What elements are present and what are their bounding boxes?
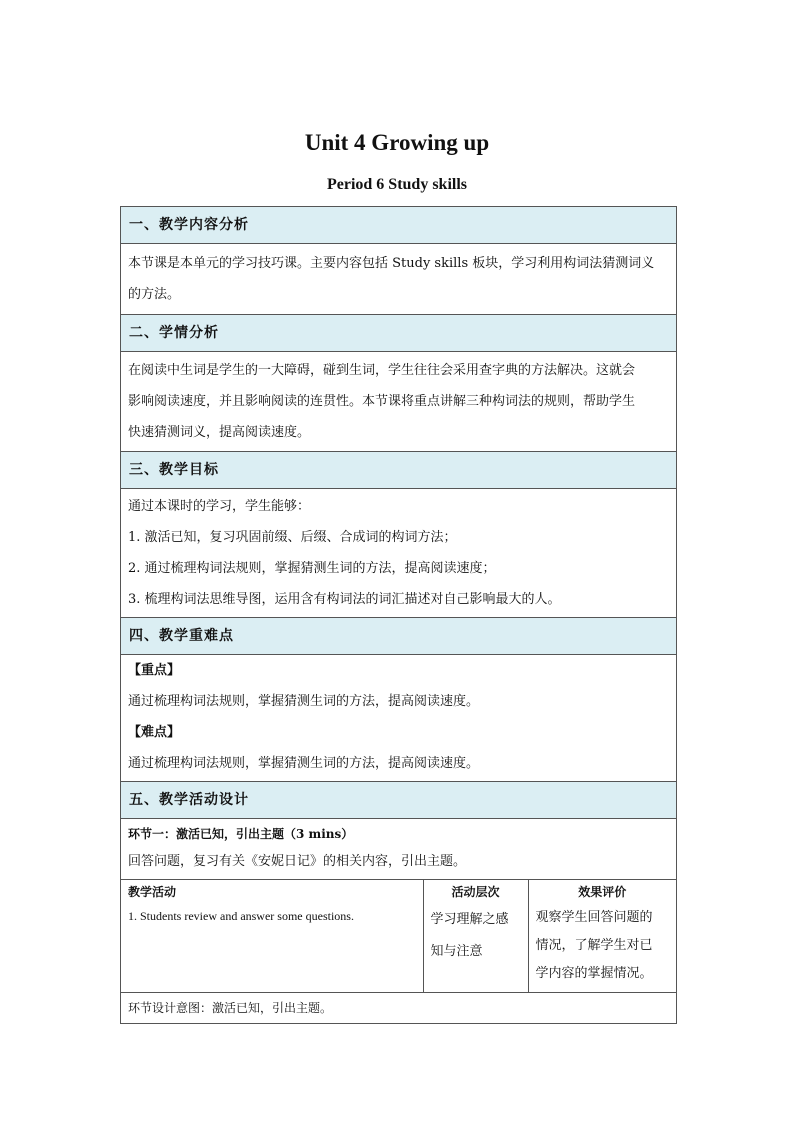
body-line: 在阅读中生词是学生的一大障碍，碰到生词，学生往往会采用查字典的方法解决。这就会	[128, 363, 636, 378]
step-intent: 环节设计意图：激活已知，引出主题。	[128, 1001, 333, 1015]
section-body-2	[121, 352, 677, 452]
step-text: 回答问题，复习有关《安妮日记》的相关内容，引出主题。	[128, 854, 467, 869]
body-line: 的方法。	[128, 287, 181, 302]
activity-text: 1. Students review and answer some questions.	[128, 909, 354, 923]
document-subtitle: Period 6 Study skills	[326, 176, 468, 193]
step-title: 环节一：激活已知，引出主题（3 mins）	[128, 827, 354, 841]
body-line: 快速猜测词义，提高阅读速度。	[128, 425, 311, 440]
section-heading: 二、学情分析	[121, 315, 677, 352]
eval-line: 学内容的掌握情况。	[535, 966, 653, 981]
col-eval-header: 效果评价	[578, 885, 627, 899]
col-level-header: 活动层次	[451, 885, 500, 899]
level-line: 学习理解之感	[430, 912, 509, 927]
section-header-2	[121, 315, 677, 352]
section-heading: 一、教学内容分析	[121, 207, 677, 244]
body-line: 3. 梳理构词法思维导图，运用含有构词法的词汇描述对自己影响最大的人。	[128, 592, 561, 607]
section-header-3	[121, 452, 677, 489]
body-line: 影响阅读速度，并且影响阅读的连贯性。本节课将重点讲解三种构词法的规则，帮助学生	[128, 394, 636, 409]
section-header-1	[121, 207, 677, 244]
section-body-4	[121, 655, 677, 782]
document-title: Unit 4 Growing up	[304, 130, 490, 155]
section-body-1	[121, 244, 677, 315]
lesson-plan-table	[120, 206, 677, 1024]
difficult-point-label: 【难点】	[128, 725, 181, 740]
eval-line: 观察学生回答问题的	[535, 910, 653, 925]
key-point-label: 【重点】	[128, 663, 181, 678]
level-line: 知与注意	[430, 944, 483, 959]
section-heading: 三、教学目标	[121, 452, 677, 489]
section-body-3	[121, 489, 677, 618]
body-line: 1. 激活已知，复习巩固前缀、后缀、合成词的构词方法；	[128, 530, 457, 545]
eval-line: 情况，了解学生对已	[535, 938, 653, 953]
body-line: 本节课是本单元的学习技巧课。主要内容包括 Study skills 板块，学习利用构词法猜测词义	[128, 256, 655, 271]
section-heading: 四、教学重难点	[121, 618, 677, 655]
section-header-4	[121, 618, 677, 655]
step-intent-row	[121, 993, 677, 1024]
body-line: 2. 通过梳理构词法规则，掌握猜测生词的方法，提高阅读速度；	[128, 561, 496, 576]
step-intro	[121, 819, 677, 880]
col-activity-header: 教学活动	[128, 885, 177, 899]
activity-grid-row	[121, 880, 677, 993]
section-heading: 五、教学活动设计	[121, 782, 677, 819]
activity-grid	[121, 880, 676, 992]
key-point-text: 通过梳理构词法规则，掌握猜测生词的方法，提高阅读速度。	[128, 694, 480, 709]
body-line: 通过本课时的学习，学生能够：	[128, 499, 311, 514]
section-header-5	[121, 782, 677, 819]
difficult-point-text: 通过梳理构词法规则，掌握猜测生词的方法，提高阅读速度。	[128, 756, 480, 771]
